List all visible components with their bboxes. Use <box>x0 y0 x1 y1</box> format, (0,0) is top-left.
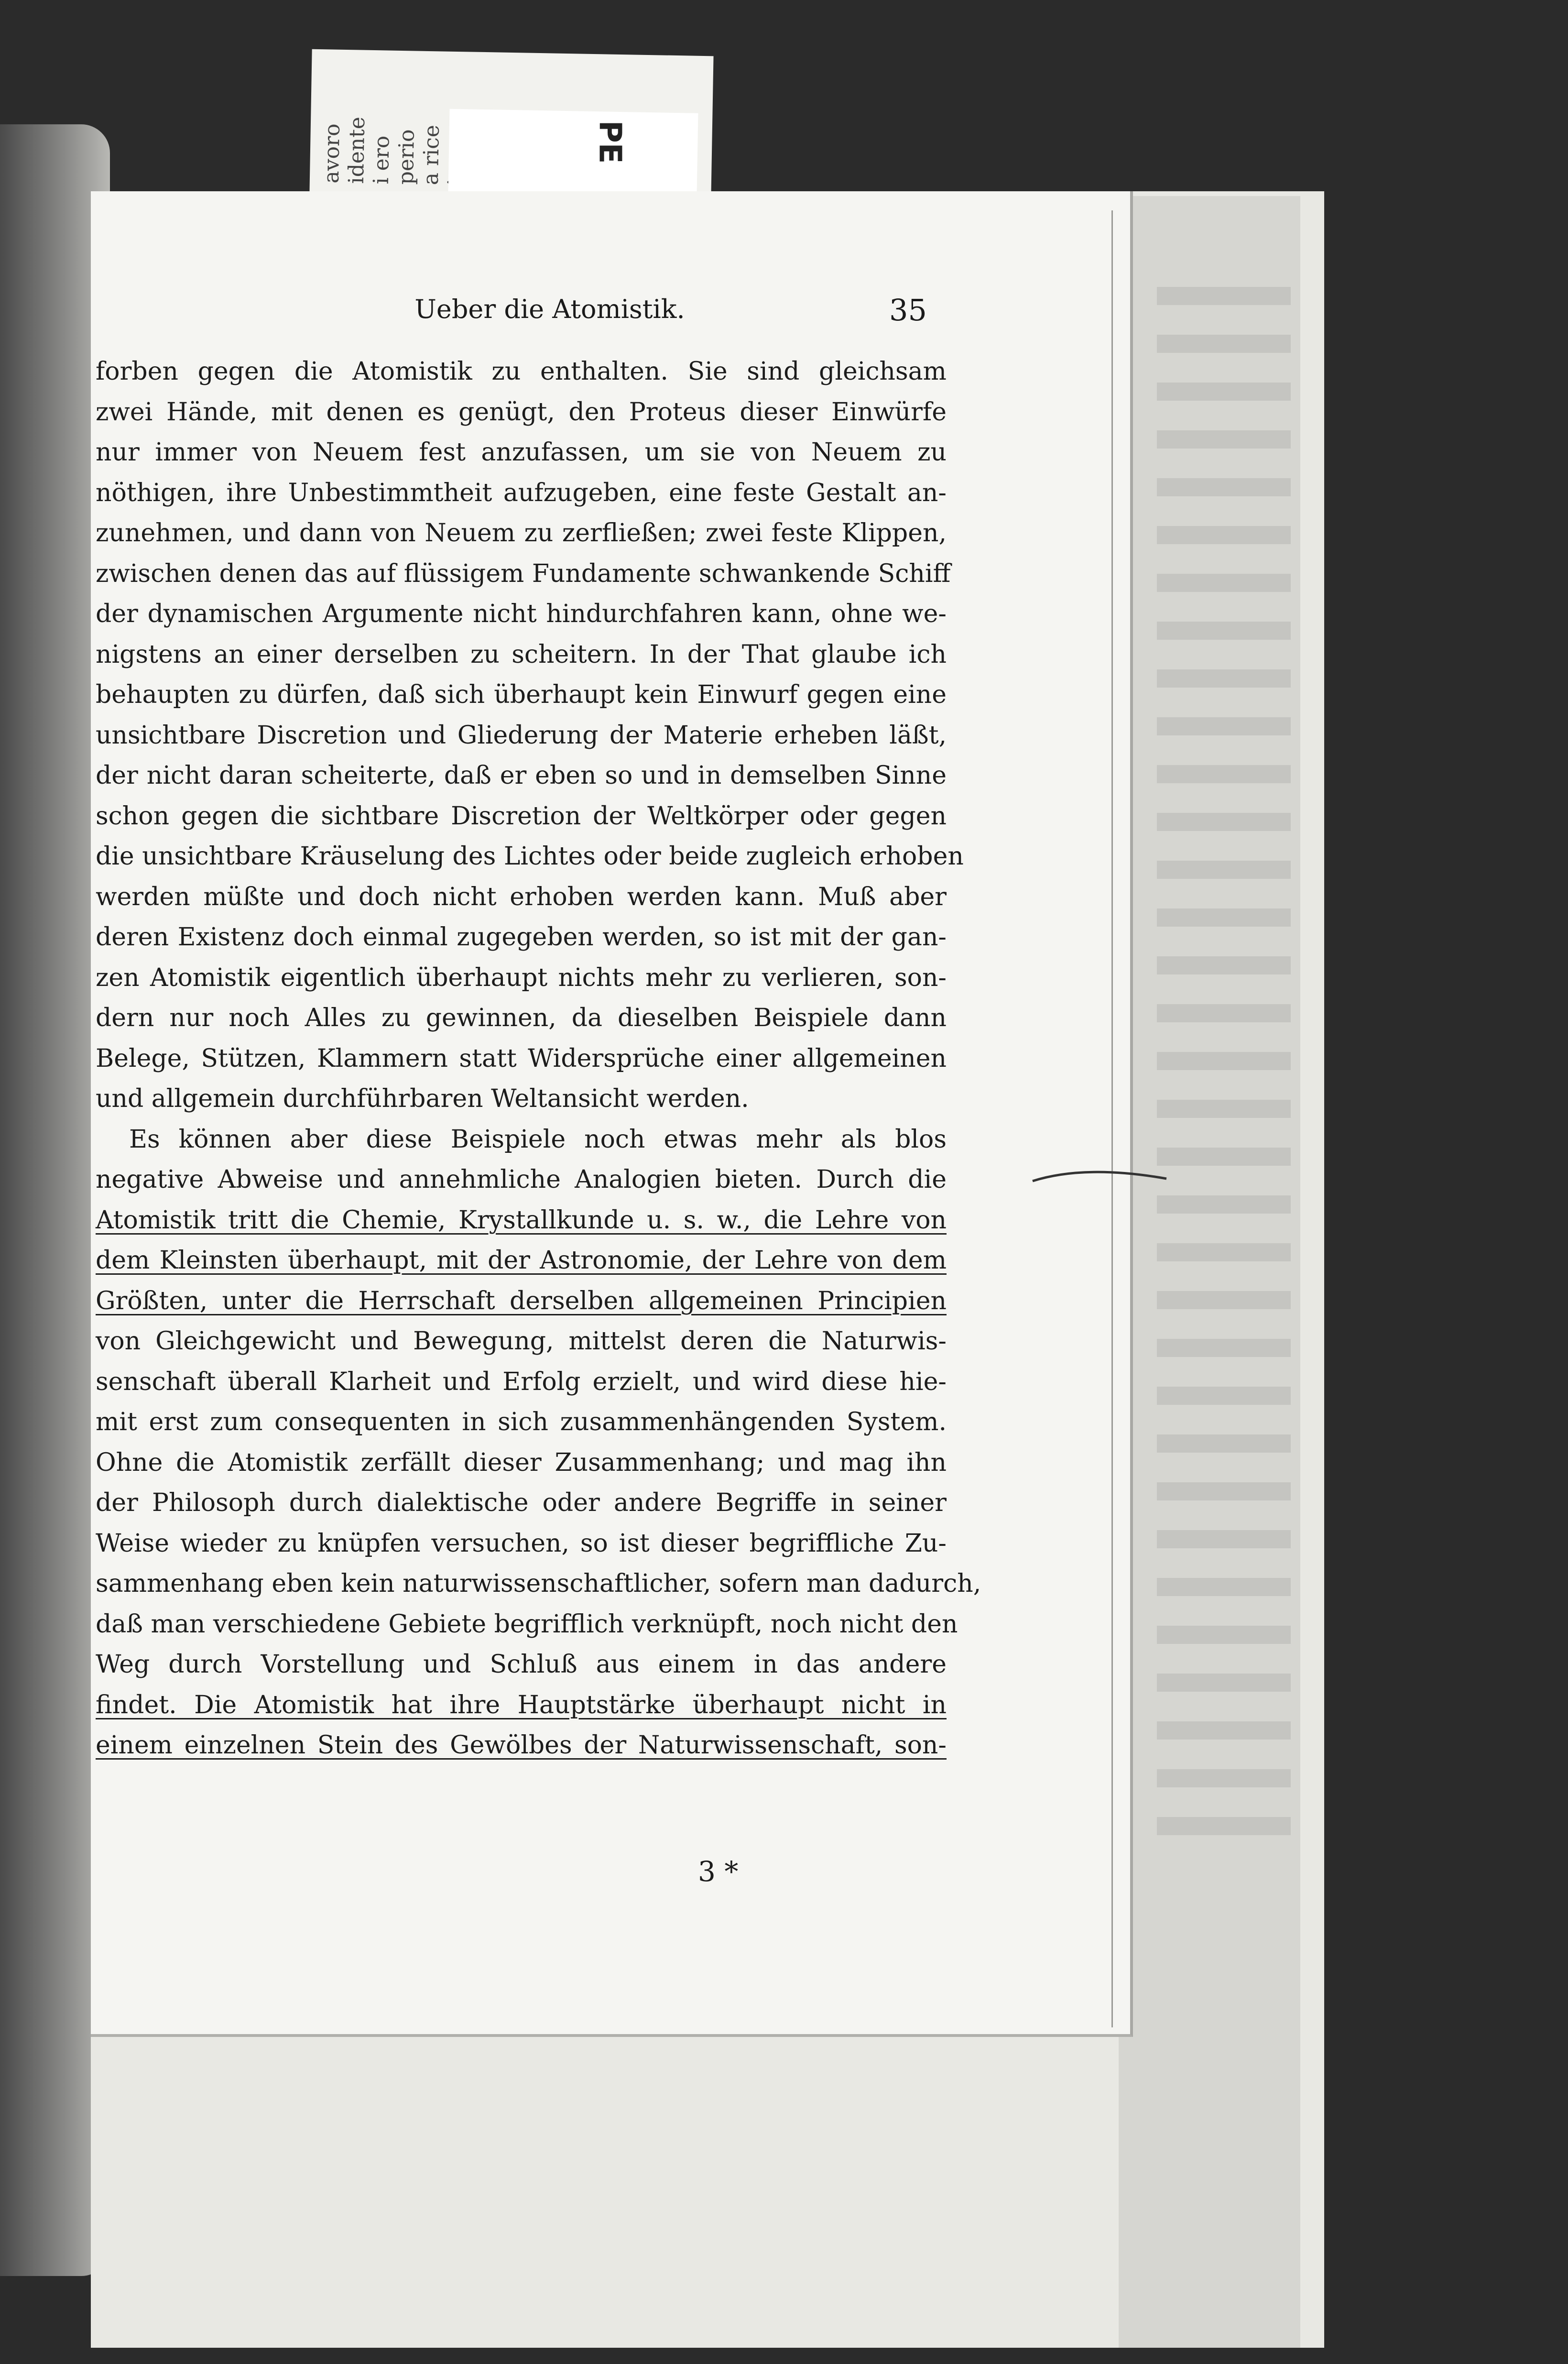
slip-fragment-text: avoro idente i ero perio a rice <box>319 116 444 186</box>
page-edge-line <box>1111 210 1113 2027</box>
text-line: Weise wieder zu knüpfen versuchen, so ist dieser begriffliche Zu- <box>96 1529 947 1558</box>
text-line: schon gegen die sichtbare Discretion der Weltkörper oder gegen <box>96 801 947 831</box>
text-line: Weg durch Vorstellung und Schluß aus einem in das andere <box>96 1650 947 1679</box>
text-line: dern nur noch Alles zu gewinnen, da dieselben Beispiele dann <box>96 1004 947 1032</box>
text-line: forben gegen die Atomistik zu enthalten. Sie sind gleichsam <box>96 357 947 386</box>
text-line: unsichtbare Discretion und Gliederung der Materie erheben läßt, <box>96 721 947 750</box>
underlined-line: findet. Die Atomistik hat ihre Hauptstärke überhaupt nicht in <box>96 1690 947 1719</box>
text-line: der Philosoph durch dialektische oder andere Begriffe in seiner <box>96 1488 947 1517</box>
text-line: nöthigen, ihre Unbestimmtheit aufzugeben, eine feste Gestalt an- <box>96 478 947 507</box>
text-line: mit erst zum consequenten in sich zusammenhängenden System. <box>96 1408 947 1436</box>
text-line: nigstens an einer derselben zu scheitern. In der That glaube ich <box>96 640 947 669</box>
text-line: behaupten zu dürfen, daß sich überhaupt kein Einwurf gegen eine <box>96 680 947 709</box>
text-line: zwei Hände, mit denen es genügt, den Proteus dieser Einwürfe <box>96 397 947 427</box>
text-line: der dynamischen Argumente nicht hindurchfahren kann, ohne we- <box>96 600 947 628</box>
text-line: Belege, Stützen, Klammern statt Widersprüche einer allgemeinen <box>96 1044 947 1073</box>
underlined-line: einem einzelnen Stein des Gewölbes der Naturwissenschaft, son- <box>96 1731 947 1760</box>
text-line: sammenhang eben kein naturwissenschaftlicher, sofern man dadurch, <box>96 1569 981 1598</box>
signature-mark: 3 * <box>698 1855 739 1888</box>
inserted-paper-slip <box>309 49 713 200</box>
text-line: deren Existenz doch einmal zugegeben werden, so ist mit der gan- <box>96 923 947 952</box>
text-line: die unsichtbare Kräuselung des Lichtes oder beide zugleich erhoben <box>96 842 964 871</box>
text-line: zen Atomistik eigentlich überhaupt nichts mehr zu verlieren, son- <box>96 963 947 992</box>
text-line: zwischen denen das auf flüssigem Fundamente schwankende Schiff <box>96 559 951 588</box>
body-text <box>96 351 981 1766</box>
text-line: zunehmen, und dann von Neuem zu zerfließen; zwei feste Klippen, <box>96 519 947 547</box>
page-number: 35 <box>889 293 927 328</box>
underlined-line: Größten, unter die Herrschaft derselben allgemeinen Principien <box>96 1286 947 1315</box>
slip-blank-area <box>448 109 698 200</box>
paragraph-start-line: Es können aber diese Beispiele noch etwas mehr als blos <box>129 1125 947 1154</box>
text-line: negative Abweise und annehmliche Analogien bieten. Durch die <box>96 1165 947 1194</box>
text-line: nur immer von Neuem fest anzufassen, um sie von Neuem zu <box>96 438 947 467</box>
text-line: daß man verschiedene Gebiete begrifflich verknüpft, noch nicht den <box>96 1609 958 1639</box>
paragraph-end-line: und allgemein durchführbaren Weltansicht werden. <box>96 1084 749 1113</box>
underlined-line: dem Kleinsten überhaupt, mit der Astronomie, der Lehre von dem <box>96 1246 947 1275</box>
underlined-line: Atomistik tritt die Chemie, Krystallkunde u. s. w., die Lehre von <box>96 1205 947 1235</box>
running-head: Ueber die Atomistik. <box>414 294 685 324</box>
text-line: der nicht daran scheiterte, daß er eben so und in demselben Sinne <box>96 761 947 790</box>
bleed-through-text <box>1157 287 1291 1865</box>
text-line: von Gleichgewicht und Bewegung, mittelst deren die Naturwis- <box>96 1327 947 1356</box>
text-line: Ohne die Atomistik zerfällt dieser Zusammenhang; und mag ihn <box>96 1448 947 1477</box>
slip-label: PE <box>592 120 628 164</box>
text-line: senschaft überall Klarheit und Erfolg erzielt, und wird diese hie- <box>96 1367 947 1396</box>
pen-stroke-mark <box>1028 1162 1171 1191</box>
text-line: werden müßte und doch nicht erhoben werden kann. Muß aber <box>96 882 947 911</box>
